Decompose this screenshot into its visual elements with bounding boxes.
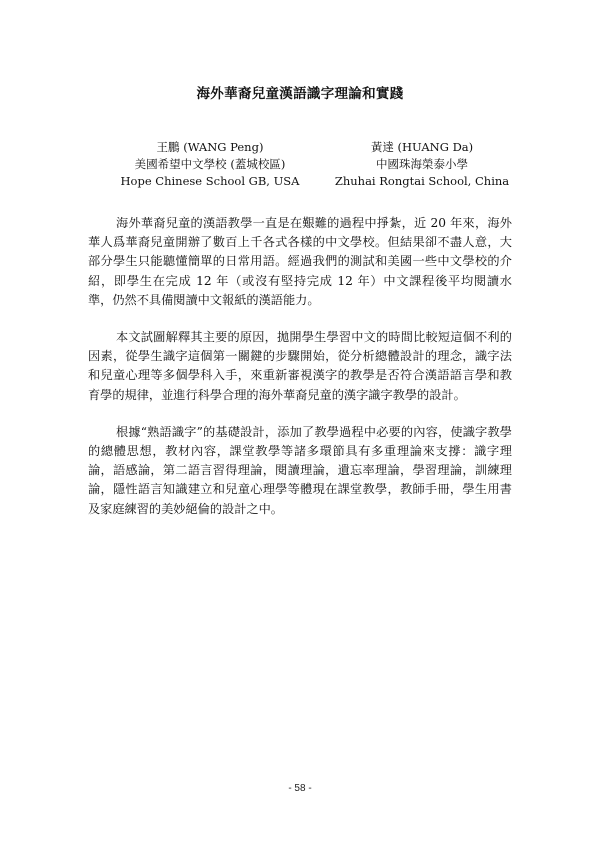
abstract-paragraph-3: 根據“熟語識字”的基礎設計，添加了教學過程中必要的內容，使識字教學的總體思想，教材內容，課堂教學等諸多環節具有多重理論來支撐：識字理論，語感論，第二語言習得理論，閱讀理論，遺忘率理論，學習理論，訓練理論，隱性語言知識建立和兒童心理學等體現在課堂教學，教師手冊，學生用書及家庭練習的美妙絕倫的設計之中。 <box>88 424 512 516</box>
abstract-paragraph-1: 海外華裔兒童的漢語教學一直是在艱難的過程中掙紮，近 20 年來，海外華人爲華裔兒童開辦了數百上千各式各樣的中文學校。但結果卻不盡人意，大部分學生只能聽懂簡單的日常用語。經過我們的測試和美國一些中文學校的介紹，即學生在完成 12 年（或沒有堅持完成 12 年）中文課程後平均閱讀水準，仍然不具備閱讀中文報紙的漢語能力。 <box>88 216 512 307</box>
author-affiliation-zh: 美國希望中文學校 (蓋城校區) <box>134 157 286 171</box>
author-name: 黃達 (HUANG Da) <box>370 140 474 154</box>
page-number: - 58 - <box>288 783 312 794</box>
author-block-2 <box>292 139 552 190</box>
author-affiliation-en: Zhuhai Rongtai School, China <box>334 174 510 188</box>
author-name: 王鵬 (WANG Peng) <box>156 140 264 154</box>
paper-title: 海外華裔兒童漢語識字理論和實踐 <box>196 86 404 102</box>
author-affiliation-en: Hope Chinese School GB, USA <box>120 174 300 188</box>
author-affiliation-zh: 中國珠海榮泰小學 <box>376 157 468 171</box>
abstract-paragraph-2: 本文試圖解釋其主要的原因，拋開學生學習中文的時間比較短這個不利的因素，從學生識字這個第一關鍵的步驟開始，從分析總體設計的理念，識字法和兒童心理等多個學科入手，來重新審視漢字的教學是否符合漢語語言學和教育學的規律，並進行科學合理的海外華裔兒童的漢字識字教學的設計。 <box>88 330 512 402</box>
abstract-body <box>88 214 512 537</box>
